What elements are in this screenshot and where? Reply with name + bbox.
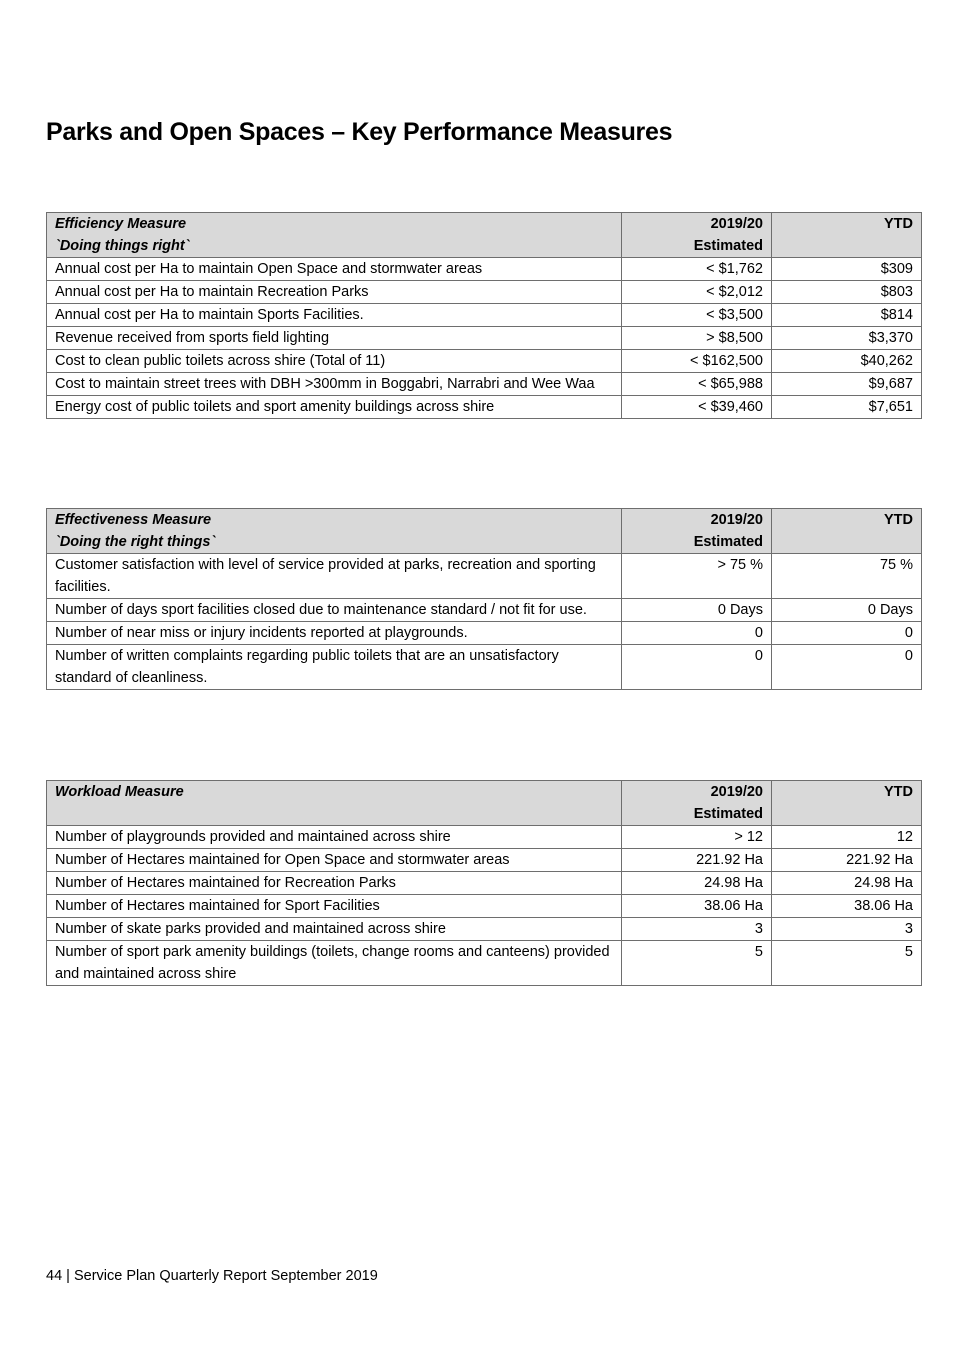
efficiency-measure-table xyxy=(46,212,922,419)
ytd-cell: 24.98 Ha xyxy=(772,872,922,895)
measure-cell: Number of written complaints regarding public toilets that are an unsatisfactory standard of cleanliness. xyxy=(47,645,622,690)
table-row xyxy=(47,622,922,645)
ytd-cell: 3 xyxy=(772,918,922,941)
measure-type: Efficiency Measure xyxy=(55,216,187,232)
ytd-cell: $309 xyxy=(772,258,922,281)
table-row xyxy=(47,350,922,373)
ytd-cell: 5 xyxy=(772,941,922,986)
table-row xyxy=(47,872,922,895)
measure-cell: Number of Hectares maintained for Sport Facilities xyxy=(47,895,622,918)
measure-cell: Cost to clean public toilets across shire (Total of 11) xyxy=(47,350,622,373)
ytd-cell: $40,262 xyxy=(772,350,922,373)
table-row xyxy=(47,281,922,304)
estimated-header: 2019/20 Estimated xyxy=(622,509,772,554)
table-row xyxy=(47,599,922,622)
table-row xyxy=(47,895,922,918)
estimated-cell: 0 xyxy=(622,622,772,645)
estimated-header: 2019/20 Estimated xyxy=(622,213,772,258)
measure-header xyxy=(47,213,622,258)
measure-cell: Annual cost per Ha to maintain Sports Facilities. xyxy=(47,304,622,327)
ytd-cell: 38.06 Ha xyxy=(772,895,922,918)
table-header-row xyxy=(47,781,922,826)
ytd-cell: 0 xyxy=(772,622,922,645)
measure-header xyxy=(47,509,622,554)
table-row xyxy=(47,327,922,350)
effectiveness-measure-table xyxy=(46,508,922,690)
measure-subtitle: `Doing things right` xyxy=(55,238,190,254)
measure-cell: Annual cost per Ha to maintain Recreation Parks xyxy=(47,281,622,304)
estimated-cell: < $39,460 xyxy=(622,396,772,419)
measure-cell: Number of sport park amenity buildings (toilets, change rooms and canteens) provided and maintained across shire xyxy=(47,941,622,986)
measure-cell: Revenue received from sports field lighting xyxy=(47,327,622,350)
ytd-cell: $803 xyxy=(772,281,922,304)
estimated-cell: < $3,500 xyxy=(622,304,772,327)
table-row xyxy=(47,849,922,872)
table-row xyxy=(47,304,922,327)
table-row xyxy=(47,918,922,941)
estimated-cell: 3 xyxy=(622,918,772,941)
estimated-cell: > 12 xyxy=(622,826,772,849)
ytd-cell: 0 xyxy=(772,645,922,690)
measure-cell: Number of skate parks provided and maintained across shire xyxy=(47,918,622,941)
table-row xyxy=(47,554,922,599)
ytd-header: YTD xyxy=(772,213,922,258)
ytd-cell: 12 xyxy=(772,826,922,849)
measure-cell: Energy cost of public toilets and sport amenity buildings across shire xyxy=(47,396,622,419)
table-header-row xyxy=(47,509,922,554)
estimated-cell: > $8,500 xyxy=(622,327,772,350)
measure-header xyxy=(47,781,622,826)
table-header-row xyxy=(47,213,922,258)
workload-measure-table xyxy=(46,780,922,986)
measure-cell: Number of near miss or injury incidents reported at playgrounds. xyxy=(47,622,622,645)
estimated-cell: < $2,012 xyxy=(622,281,772,304)
table-row xyxy=(47,941,922,986)
table-row xyxy=(47,826,922,849)
estimated-cell: 0 xyxy=(622,645,772,690)
ytd-cell: $9,687 xyxy=(772,373,922,396)
measure-cell: Annual cost per Ha to maintain Open Space and stormwater areas xyxy=(47,258,622,281)
estimated-cell: < $1,762 xyxy=(622,258,772,281)
estimated-cell: 38.06 Ha xyxy=(622,895,772,918)
ytd-cell: 0 Days xyxy=(772,599,922,622)
measure-subtitle: `Doing the right things` xyxy=(55,534,216,550)
estimated-header: 2019/20 Estimated xyxy=(622,781,772,826)
ytd-cell: $814 xyxy=(772,304,922,327)
page-title: Parks and Open Spaces – Key Performance Measures xyxy=(46,118,673,146)
estimated-cell: < $65,988 xyxy=(622,373,772,396)
table-row xyxy=(47,645,922,690)
estimated-cell: > 75 % xyxy=(622,554,772,599)
ytd-cell: 221.92 Ha xyxy=(772,849,922,872)
measure-cell: Customer satisfaction with level of service provided at parks, recreation and sporting facilities. xyxy=(47,554,622,599)
estimated-cell: 0 Days xyxy=(622,599,772,622)
ytd-header: YTD xyxy=(772,781,922,826)
estimated-cell: 5 xyxy=(622,941,772,986)
table-row xyxy=(47,258,922,281)
measure-cell: Number of Hectares maintained for Recreation Parks xyxy=(47,872,622,895)
measure-type: Effectiveness Measure xyxy=(55,512,212,528)
page-footer: 44 | Service Plan Quarterly Report September 2019 xyxy=(46,1268,378,1284)
ytd-header: YTD xyxy=(772,509,922,554)
measure-type: Workload Measure xyxy=(55,784,184,800)
estimated-cell: 221.92 Ha xyxy=(622,849,772,872)
measure-cell: Number of days sport facilities closed due to maintenance standard / not fit for use. xyxy=(47,599,622,622)
estimated-cell: < $162,500 xyxy=(622,350,772,373)
ytd-cell: $7,651 xyxy=(772,396,922,419)
measure-cell: Cost to maintain street trees with DBH >300mm in Boggabri, Narrabri and Wee Waa xyxy=(47,373,622,396)
table-row xyxy=(47,373,922,396)
table-row xyxy=(47,396,922,419)
ytd-cell: 75 % xyxy=(772,554,922,599)
ytd-cell: $3,370 xyxy=(772,327,922,350)
estimated-cell: 24.98 Ha xyxy=(622,872,772,895)
measure-cell: Number of playgrounds provided and maintained across shire xyxy=(47,826,622,849)
measure-cell: Number of Hectares maintained for Open Space and stormwater areas xyxy=(47,849,622,872)
